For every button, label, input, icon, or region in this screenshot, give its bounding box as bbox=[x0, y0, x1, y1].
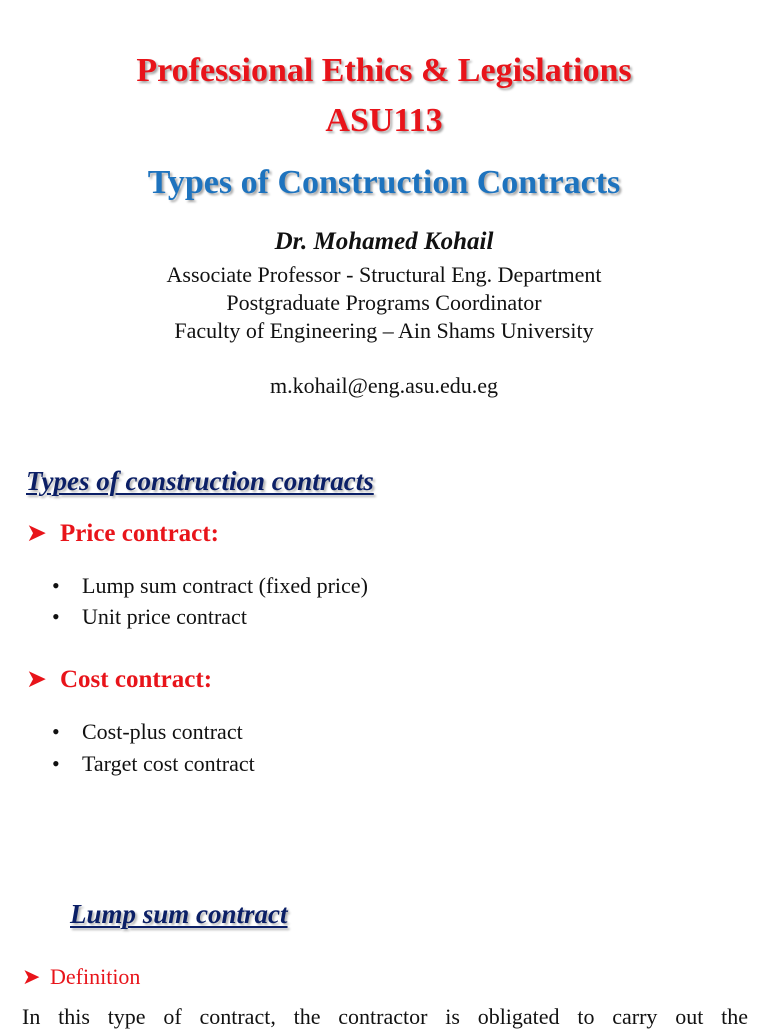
definition-label: ➤ Definition bbox=[22, 964, 141, 989]
author-position: Associate Professor - Structural Eng. Department bbox=[166, 262, 602, 287]
arrow-bullet-icon: ➤ bbox=[26, 666, 47, 693]
round-bullet-icon: • bbox=[52, 719, 60, 744]
lump-sum-heading: Lump sum contract bbox=[70, 899, 288, 929]
round-bullet-icon: • bbox=[52, 751, 60, 776]
author-name: Dr. Mohamed Kohail bbox=[274, 228, 494, 255]
round-bullet-icon: • bbox=[52, 573, 60, 598]
author-faculty: Faculty of Engineering – Ain Shams University bbox=[174, 318, 594, 343]
list-item: • Lump sum contract (fixed price) bbox=[52, 573, 368, 598]
round-bullet-icon: • bbox=[52, 604, 60, 629]
price-contract-heading bbox=[26, 518, 219, 548]
list-item: • Unit price contract bbox=[52, 604, 247, 629]
types-heading: Types of construction contracts bbox=[26, 466, 374, 496]
cost-contract-label: Cost contract: bbox=[60, 666, 213, 693]
course-code: ASU113 bbox=[325, 102, 443, 139]
arrow-bullet-icon: ➤ bbox=[26, 520, 47, 547]
lecture-subtitle: Types of Construction Contracts bbox=[147, 164, 621, 201]
cost-contract-heading bbox=[26, 664, 212, 694]
author-role: Postgraduate Programs Coordinator bbox=[226, 290, 542, 315]
definition-paragraph: In this type of contract, the contractor is obligated to carry out the bbox=[22, 1004, 748, 1029]
list-item: • Target cost contract bbox=[52, 751, 255, 776]
price-contract-label: Price contract: bbox=[60, 520, 219, 547]
course-title: Professional Ethics & Legislations bbox=[136, 52, 632, 89]
arrow-bullet-icon: ➤ bbox=[22, 964, 41, 989]
list-item: • Cost-plus contract bbox=[52, 719, 243, 744]
author-email: m.kohail@eng.asu.edu.eg bbox=[270, 373, 498, 398]
